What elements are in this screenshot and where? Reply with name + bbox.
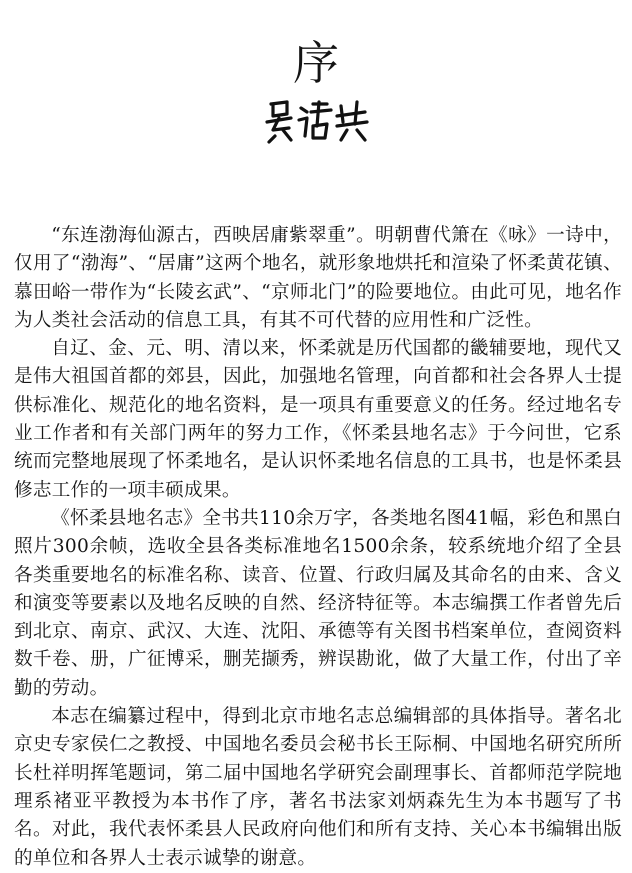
paragraph-3: 《怀柔县地名志》全书共110余万字，各类地名图41幅，彩色和黑白照片300余帧，选收全县各类标准地名1500余条，较系统地介绍了全县各类重要地名的标准名称、读音、位置、行政归属及其命名的由来、含义和演变等要素以及地名反映的自然、经济特征等。本志编撰工作者曾先后到北京、南京、武汉、大连、沈阳、承德等有关图书档案单位，查阅资料数千卷、册，广征博采，删芜撷秀，辨误勘讹，做了大量工作，付出了辛勤的劳动。: [14, 507, 622, 699]
author-signature: [0, 96, 632, 146]
paragraph-1: “东连渤海仙源古，西映居庸紫翠重”。明朝曹代箫在《咏》一诗中，仅用了“渤海”、“居庸”这两个地名，就形象地烘托和渲染了怀柔黄花镇、慕田峪一带作为“长陵玄武”、“京师北门”的险要地位。由此可见，地名作为人类社会活动的信息工具，有其不可代替的应用性和广泛性。: [14, 225, 622, 331]
paragraph-2: 自辽、金、元、明、清以来，怀柔就是历代国都的畿辅要地，现代又是伟大祖国首都的郊县，因此，加强地名管理，向首都和社会各界人士提供标准化、规范化的地名资料，是一项具有重要意义的任务。经过地名专业工作者和有关部门两年的努力工作，《怀柔县地名志》于今问世，它系统而完整地展现了怀柔地名，是认识怀柔地名信息的工具书，也是怀柔县修志工作的一项丰硕成果。: [14, 338, 622, 501]
page-title: 序: [293, 35, 339, 90]
paragraph-4: 本志在编纂过程中，得到北京市地名志总编辑部的具体指导。著名北京史专家侯仁之教授、中国地名委员会秘书长王际桐、中国地名研究所所长杜祥明挥笔题词，第二届中国地名学研究会副理事长、首都师范学院地理系褚亚平教授为本书作了序，著名书法家刘炳森先生为本书题写了书名。对此，我代表怀柔县人民政府向他们和所有支持、关心本书编辑出版的单位和各界人士表示诚挚的谢意。: [14, 706, 622, 869]
preface-body: [14, 222, 622, 873]
signature-handwriting: [261, 96, 371, 146]
